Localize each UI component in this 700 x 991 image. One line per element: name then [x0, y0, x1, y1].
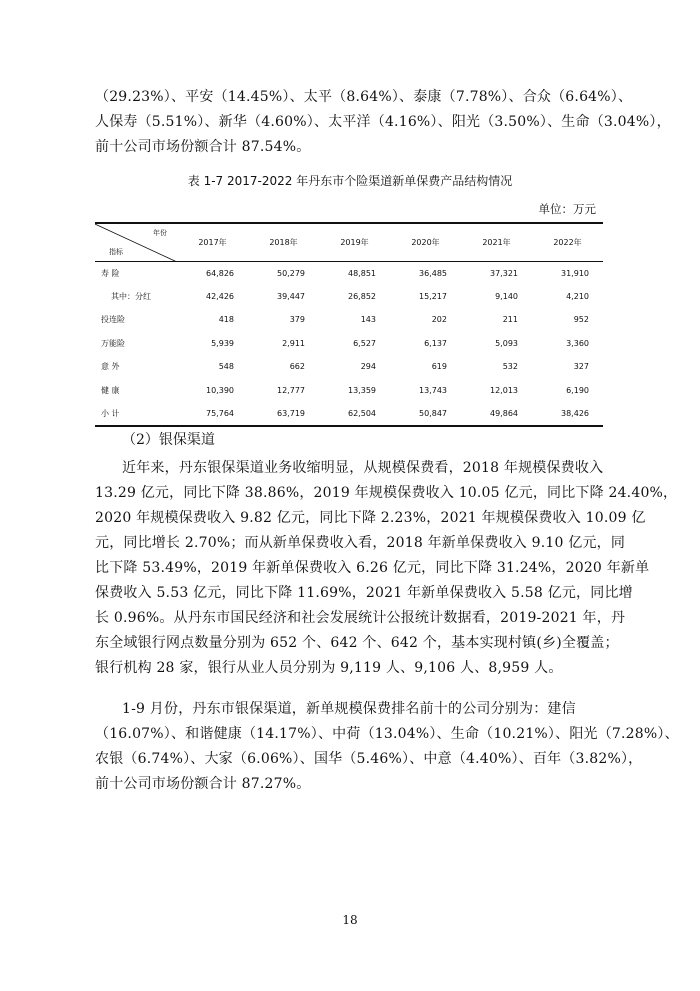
table-cell: 50,847 — [419, 408, 447, 418]
text-line: 近年来，丹东银保渠道业务收缩明显，从规模保费看，2018 年规模保费收入 — [122, 460, 604, 476]
table-cell: 75,764 — [206, 408, 234, 418]
table-cell: 50,279 — [277, 268, 305, 278]
premium-structure-table — [95, 222, 603, 427]
table-cell: 36,485 — [419, 268, 447, 278]
table-cell: 5,093 — [495, 338, 518, 348]
table-cell: 26,852 — [348, 291, 376, 301]
table-cell: 143 — [360, 315, 376, 325]
table-row — [95, 285, 603, 309]
year-header: 2020年 — [411, 237, 440, 247]
text-line: 前十公司市场份额合计 87.54%。 — [95, 139, 311, 155]
table-cell: 6,527 — [353, 338, 376, 348]
table-cell: 31,910 — [561, 268, 589, 278]
text-line: 保费收入 5.53 亿元，同比下降 11.69%，2021 年新单保费收入 5.58 亿元，同比增 — [95, 585, 633, 601]
table-cell: 48,851 — [348, 268, 376, 278]
table-cell: 62,504 — [348, 408, 376, 418]
table-cell: 63,719 — [277, 408, 305, 418]
table-cell: 379 — [289, 315, 305, 325]
text-line: 1-9 月份，丹东市银保渠道，新单规模保费排名前十的公司分别为：建信 — [122, 701, 576, 717]
table-row — [95, 355, 603, 379]
table-caption: 表 1-7 2017-2022 年丹东市个险渠道新单保费产品结构情况 — [187, 174, 513, 188]
table-cell: 3,360 — [566, 338, 589, 348]
year-header: 2017年 — [198, 237, 227, 247]
table-cell: 13,359 — [348, 385, 376, 395]
row-label: 小 计 — [101, 408, 120, 418]
year-header: 2022年 — [553, 237, 582, 247]
row-label: 投连险 — [101, 315, 125, 325]
table-cell: 2,911 — [282, 338, 305, 348]
text-line: 长 0.96%。从丹东市国民经济和社会发展统计公报统计数据看，2019-2021 年，丹 — [95, 610, 626, 626]
table-cell: 6,137 — [424, 338, 447, 348]
corner-indicator-label: 指标 — [109, 247, 123, 256]
table-cell: 10,390 — [206, 385, 234, 395]
year-header: 2021年 — [482, 237, 511, 247]
table-cell: 64,826 — [206, 268, 234, 278]
table-row — [95, 261, 603, 285]
table-cell: 39,447 — [277, 291, 305, 301]
table-total-row — [95, 402, 603, 426]
table-cell: 42,426 — [206, 291, 234, 301]
table-cell: 327 — [573, 362, 589, 372]
table-row — [95, 332, 603, 356]
text-line: （29.23%）、平安（14.45%）、太平（8.64%）、泰康（7.78%）、合众（6.64%）、 — [95, 89, 633, 105]
table-cell: 49,864 — [490, 408, 518, 418]
text-line: 人保寿（5.51%）、新华（4.60%）、太平洋（4.16%）、阳光（3.50%）、生命（3.04%）， — [95, 114, 671, 130]
table-cell: 619 — [431, 362, 447, 372]
table-cell: 37,321 — [490, 268, 518, 278]
row-label: 寿 险 — [101, 268, 120, 278]
table-cell: 9,140 — [495, 291, 518, 301]
row-label: 意 外 — [101, 362, 120, 372]
table-cell: 5,939 — [211, 338, 234, 348]
row-label: 其中：分红 — [111, 291, 151, 301]
table-header-row — [95, 223, 603, 261]
text-line: 元，同比增长 2.70%；而从新单保费收入看，2018 年新单保费收入 9.10 亿元，同 — [95, 535, 626, 551]
section-heading: （2）银保渠道 — [122, 432, 215, 448]
table-cell: 294 — [360, 362, 376, 372]
text-line: 前十公司市场份额合计 87.27%。 — [95, 776, 311, 792]
table-cell: 13,743 — [419, 385, 447, 395]
table-row — [95, 379, 603, 403]
table-cell: 6,190 — [566, 385, 589, 395]
table-cell: 38,426 — [561, 408, 589, 418]
text-line: 银行机构 28 家，银行从业人员分别为 9,119 人、9,106 人、8,959 人。 — [95, 660, 563, 676]
table-cell: 15,217 — [419, 291, 447, 301]
table-corner-cell — [95, 223, 177, 261]
text-line: 农银（6.74%）、大家（6.06%）、国华（5.46%）、中意（4.40%）、百年（3.82%）， — [95, 751, 643, 767]
table-cell: 12,013 — [490, 385, 518, 395]
table-cell: 548 — [218, 362, 234, 372]
corner-year-label: 年份 — [153, 229, 167, 237]
table-cell: 202 — [431, 315, 447, 325]
table-cell: 4,210 — [566, 291, 589, 301]
table-cell: 662 — [289, 362, 305, 372]
table-cell: 952 — [573, 315, 589, 325]
text-line: 东全域银行网点数量分别为 652 个、642 个、642 个，基本实现村镇(乡)全覆盖； — [95, 635, 619, 651]
text-line: 2020 年规模保费收入 9.82 亿元，同比下降 2.23%，2021 年规模保费收入 10.09 亿 — [95, 510, 646, 526]
text-line: 比下降 53.49%，2019 年新单保费收入 6.26 亿元，同比下降 31.24%，2020 年新单 — [95, 560, 650, 576]
row-label: 健 康 — [101, 385, 120, 395]
table-cell: 418 — [218, 315, 234, 325]
table-cell: 532 — [502, 362, 518, 372]
table-row — [95, 308, 603, 332]
row-label: 万能险 — [101, 338, 125, 348]
table-unit: 单位：万元 — [538, 202, 596, 216]
year-header: 2019年 — [340, 237, 369, 247]
table-cell: 211 — [502, 315, 518, 325]
text-line: 13.29 亿元，同比下降 38.86%，2019 年规模保费收入 10.05 亿元，同比下降 24.40%， — [95, 485, 678, 501]
table-cell: 12,777 — [277, 385, 305, 395]
text-line: （16.07%）、和谐健康（14.17%）、中荷（13.04%）、生命（10.21%）、阳光（7.28%）、 — [95, 726, 679, 742]
page-number: 18 — [342, 913, 358, 927]
year-header: 2018年 — [269, 237, 298, 247]
